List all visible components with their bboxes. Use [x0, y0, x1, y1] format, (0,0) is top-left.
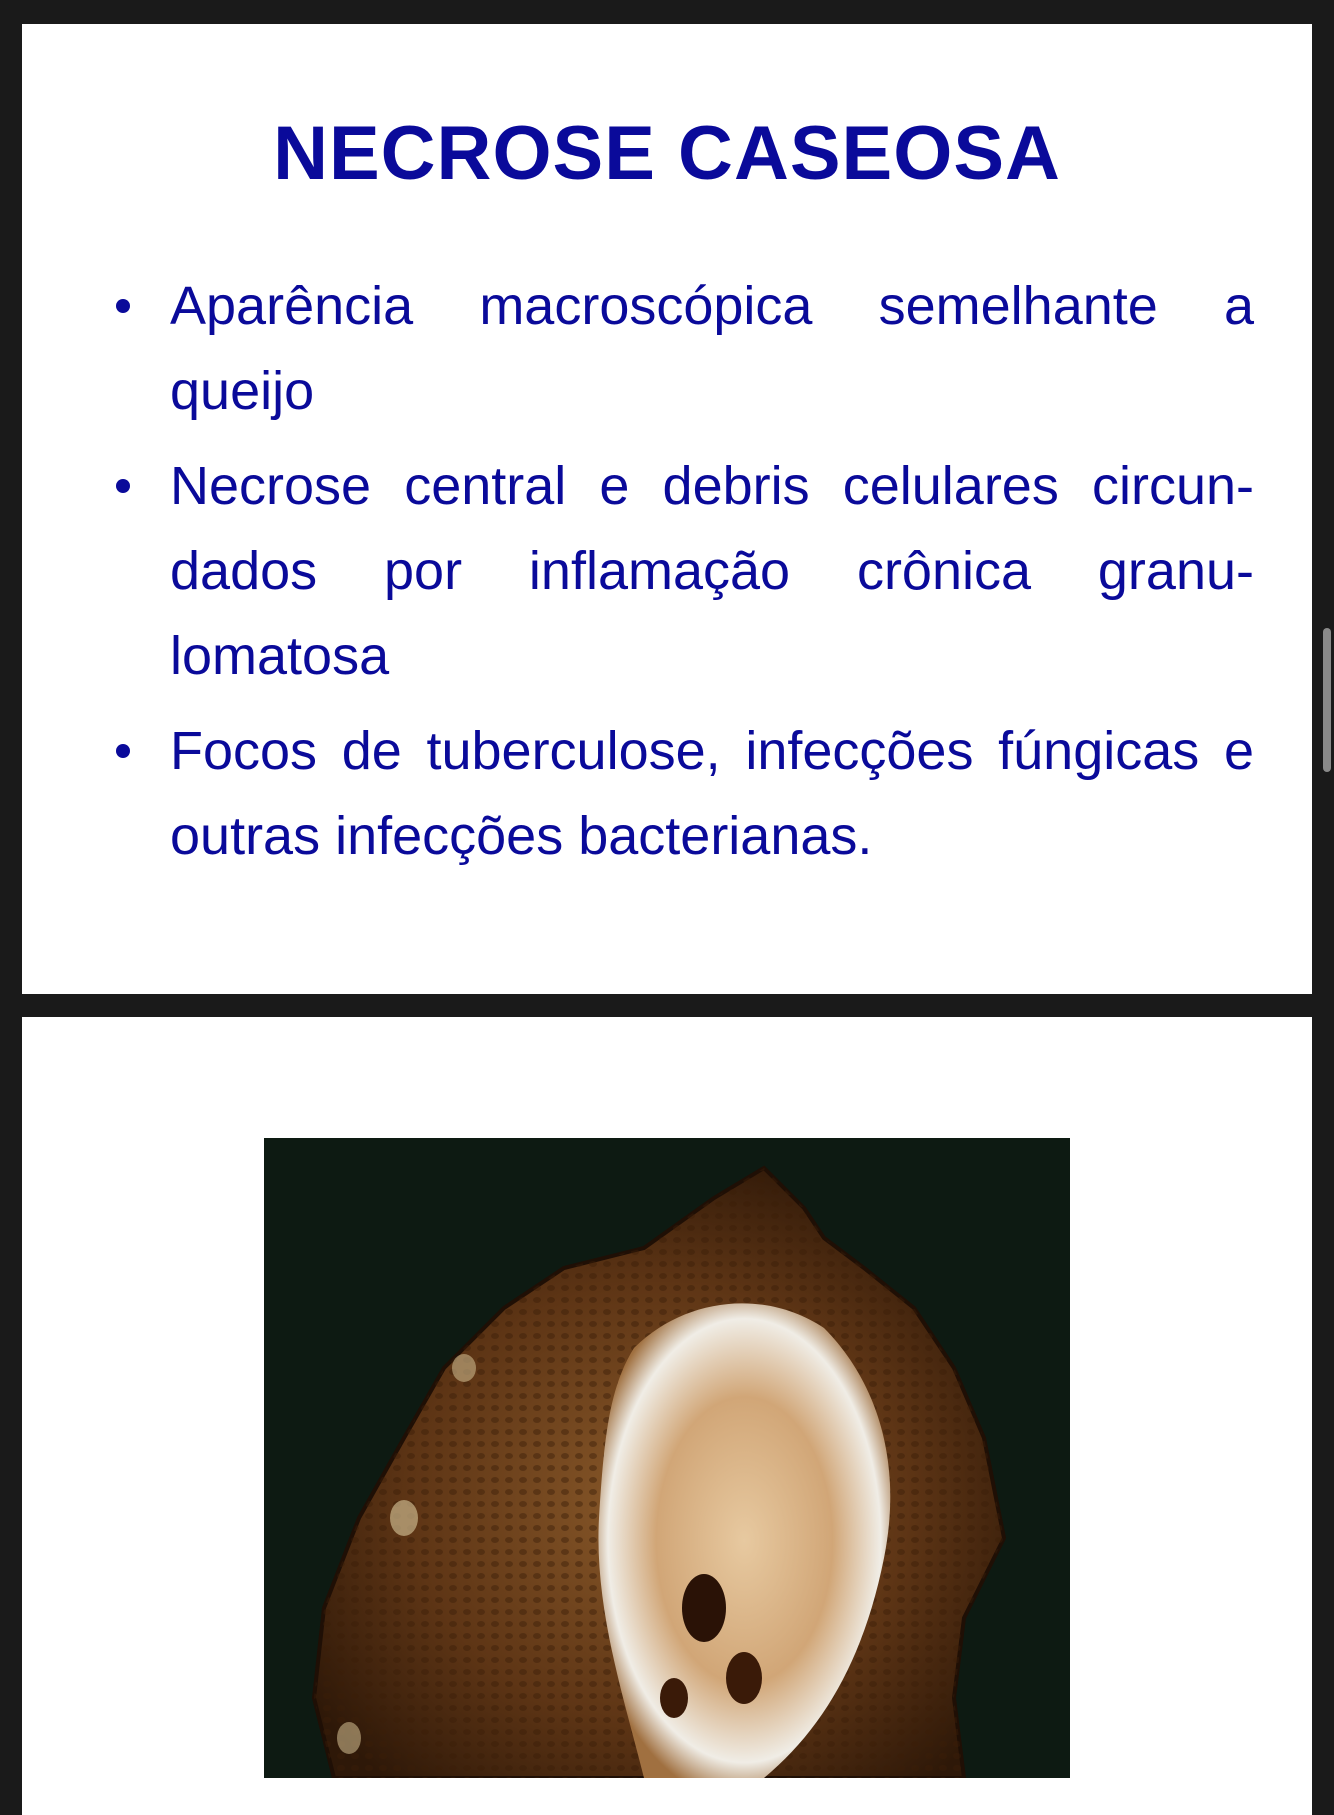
bullet-text: Aparência macroscópica semelhante a queijo	[170, 276, 1254, 421]
bullet-item	[94, 264, 1254, 434]
bullet-list	[94, 264, 1254, 889]
bullet-text: Focos de tuberculose, infecções fúngicas e outras infecções bacterianas.	[170, 721, 1254, 866]
bullet-item	[94, 444, 1254, 699]
slide-title: NECROSE CASEOSA	[273, 111, 1061, 196]
bullet-dot-icon	[116, 479, 130, 493]
slide-necrose-caseosa	[22, 24, 1312, 994]
bullet-item	[94, 709, 1254, 879]
slide-specimen-photo	[22, 1017, 1312, 1815]
lung-specimen-illustration	[264, 1138, 1070, 1778]
bullet-text: Necrose central e debris celulares circun-dados por inflamação crônica granu-lomatosa	[170, 456, 1254, 686]
bullet-dot-icon	[116, 299, 130, 313]
scrollbar-thumb[interactable]	[1323, 628, 1331, 772]
bullet-dot-icon	[116, 744, 130, 758]
specimen-photo	[264, 1138, 1070, 1778]
